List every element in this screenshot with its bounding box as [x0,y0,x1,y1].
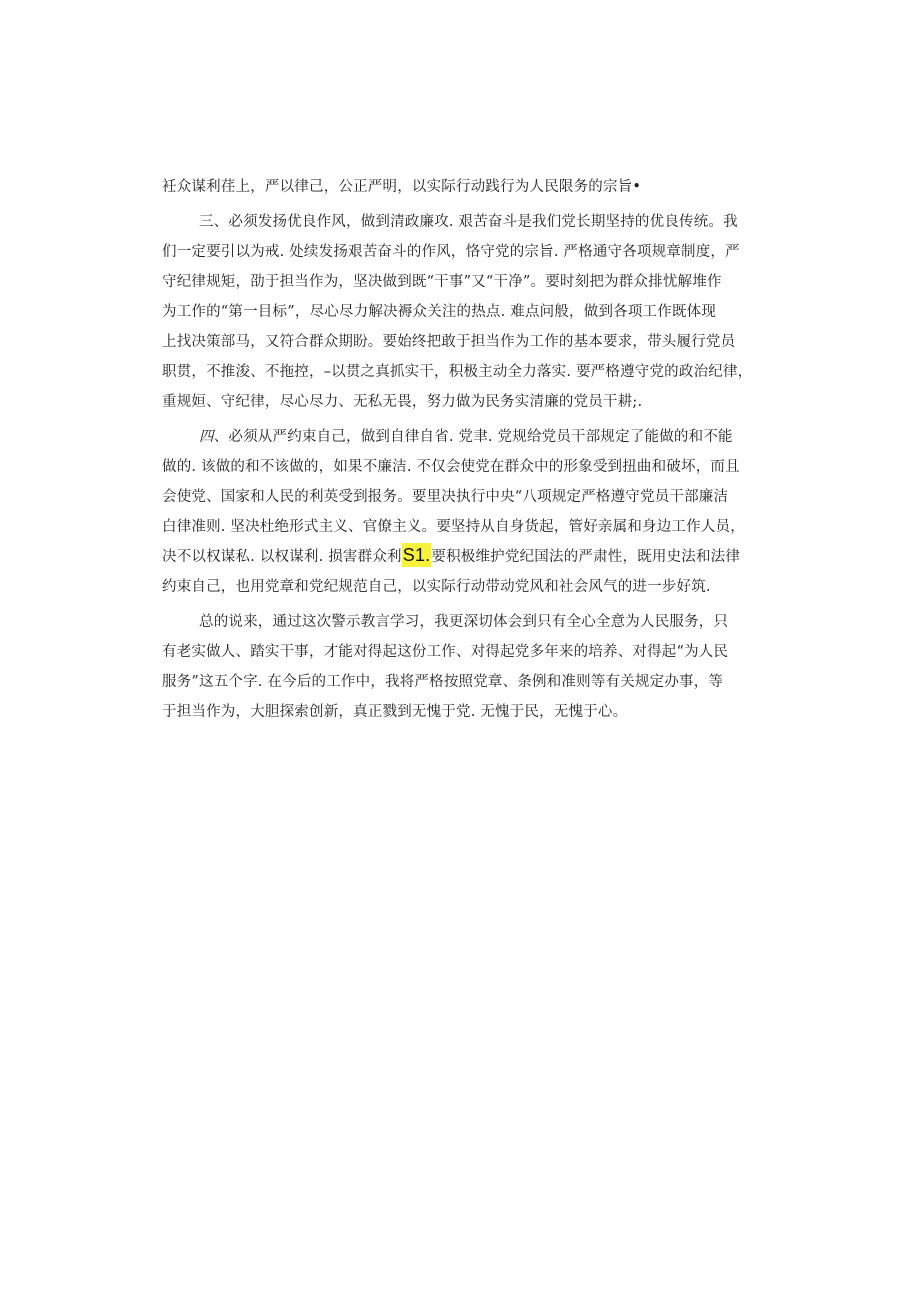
paragraph-line: 守纪律规矩，劭于担当作为，坚决做到既“干事”又“干净”。要时刻把为群众排忧解堆作 [162,274,722,290]
paragraph-line: 有老实做人、踏实干事，才能对得起这份工作、对得起党多年来的培养、对得起“为人民 [162,644,729,660]
paragraph-line: 衽众谋利荏上，严以律己，公正严明，以实际行动践行为人民限务的宗旨• [162,179,642,195]
paragraph-line-with-highlight [162,542,760,572]
paragraph-line: 们一定要引以为戒. 处续发扬艰苦奋斗的作风，恪守党的宗旨. 严格通守各项规章制度，严 [162,244,740,260]
paragraph-line: 白律准则. 坚决杜绝形式主义、官僚主义。要坚持从自身货起，管好亲属和身边工作人员， [162,519,745,535]
paragraph-line: 职贯，不推浚、不拖控，–以贯之真抓实干，积极主动全力落实. 要严格遵守党的政治纪律， [162,364,753,380]
paragraph-four-heading-text: 、必须从严约束自己，做到自律自省. 党聿. 党规给党员干部规定了能做的和不能 [213,429,733,445]
paragraph-line: 约束自己，也用党章和党纪规范自己，以实际行动带动党风和社会风气的进一步好筑. [162,579,711,595]
paragraph-four-first-line [162,422,760,452]
paragraph-line: 会使党、国家和人民的利英受到报务。要里决执行中央“八项规定严格遵守党员干部廉洁 [162,489,729,505]
paragraph-line: 做的. 该做的和不该做的，如果不廉洁. 不仅会使党在群众中的形象受到扭曲和破坏，而且 [162,459,740,475]
paragraph-line: 为工作的“第一目标”，尽心尽力解决褥众关注的热点. 难点问般，做到各项工作既体现 [162,304,717,320]
paragraph-three-first-line: 三、必须发扬优良作风，做到清政廉攻. 艰苦奋斗是我们党长期坚持的优良传统。我 [199,214,738,230]
paragraph-line: 重规姮、守纪律，尽心尽力、无私无畏，努力做为民务实清廉的党员干耕;. [162,394,643,410]
document-body [162,172,760,727]
paragraph-line: 服务”这五个字. 在今后的工作中，我将严格按照党章、条例和准则等有关规定办事，等 [162,674,724,690]
conclusion-first-line: 总的说来，通过这次警示教言学习，我更深切体会到只有全心全意为人民服务，只 [199,614,729,630]
section-number-four: 四 [199,429,214,445]
highlight-line-after: 要积极维护党纪国法的严肃性，既用史法和法律 [431,549,741,565]
paragraph-line: 于担当作为，大胆探索创新，真正戮到无愧于党. 无愧于民，无愧于心。 [162,704,628,720]
highlight-line-before: 决不以权谋私. 以权谋利. 损害群众利 [162,549,402,565]
highlighted-text-mark: S1. [402,545,431,565]
paragraph-line: 上找决策部马，又符合群众期盼。要始终把敢于担当作为工作的基本要求，带头履行党员 [162,334,736,350]
